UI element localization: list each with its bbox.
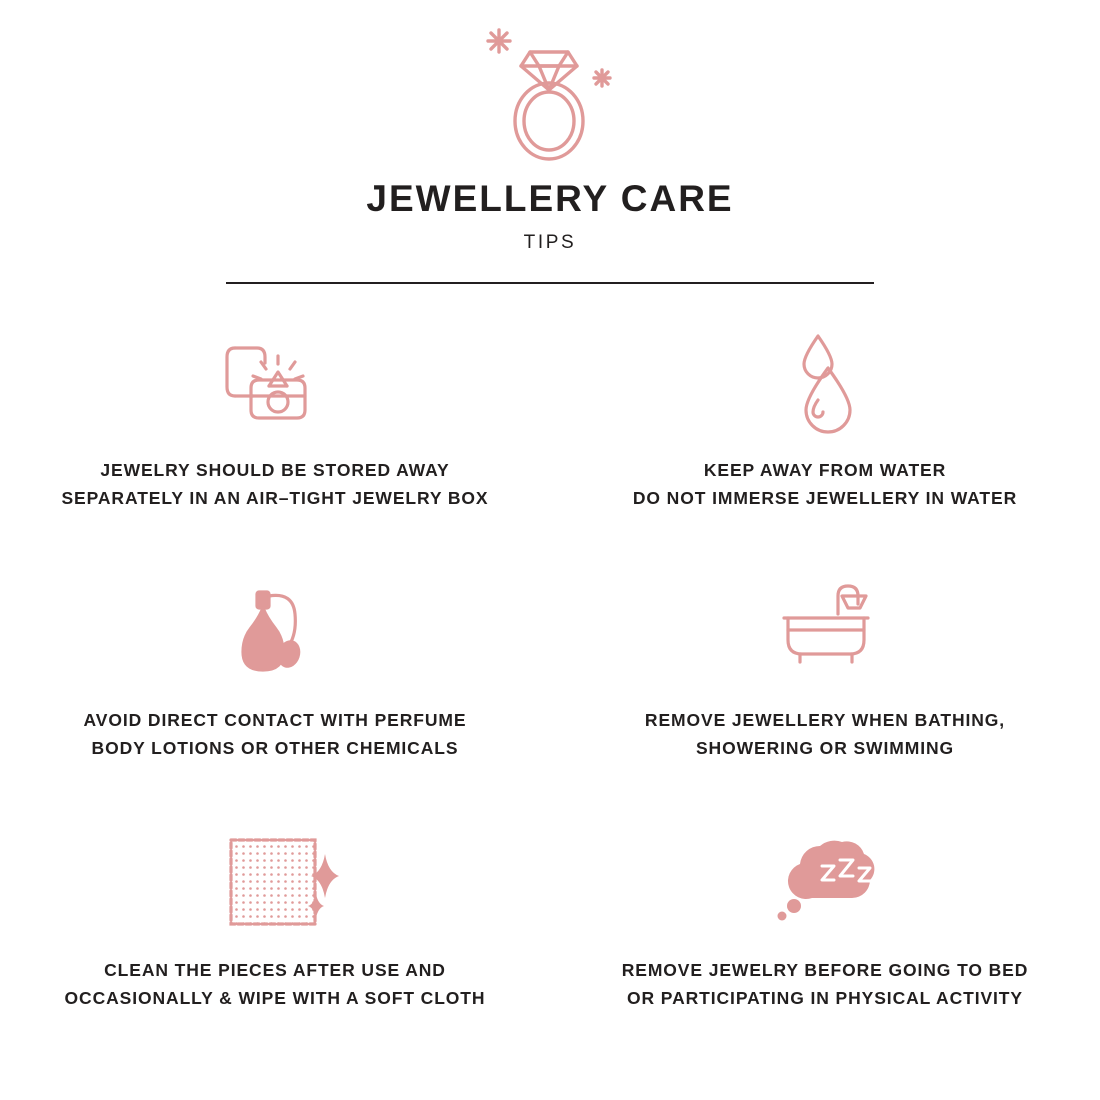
tip-item xyxy=(550,318,1100,568)
page-subtitle: TIPS xyxy=(523,232,577,253)
tip-text-line1: AVOID DIRECT CONTACT WITH PERFUME xyxy=(83,710,467,730)
tip-item xyxy=(550,818,1100,1068)
tip-text xyxy=(65,956,486,1013)
tip-text xyxy=(633,456,1017,513)
jewelry-box-icon xyxy=(215,324,335,434)
tip-text xyxy=(645,706,1005,763)
tip-text-line2: SEPARATELY IN AN AIR–TIGHT JEWELRY BOX xyxy=(61,488,489,509)
tip-text-line2: OR PARTICIPATING IN PHYSICAL ACTIVITY xyxy=(627,988,1023,1009)
tip-text xyxy=(61,456,488,513)
tip-item xyxy=(0,818,550,1068)
bathtub-shower-icon xyxy=(760,574,890,684)
sleep-cloud-zzz-icon xyxy=(760,824,890,934)
tip-text xyxy=(622,956,1029,1013)
tips-grid xyxy=(0,318,1100,1068)
tip-item xyxy=(550,568,1100,818)
tip-text-line1: REMOVE JEWELLERY WHEN BATHING, xyxy=(644,710,1006,730)
tip-text-line2: SHOWERING OR SWIMMING xyxy=(695,738,955,759)
tip-text-line1: JEWELRY SHOULD BE STORED AWAY xyxy=(100,460,450,480)
header-divider xyxy=(226,282,874,284)
water-drops-icon xyxy=(770,324,880,434)
tip-text-line1: KEEP AWAY FROM WATER xyxy=(703,460,947,480)
tip-item xyxy=(0,568,550,818)
tip-text-line2: DO NOT IMMERSE JEWELLERY IN WATER xyxy=(632,488,1018,509)
tip-text-line2: BODY LOTIONS OR OTHER CHEMICALS xyxy=(91,738,459,759)
page-title: JEWELLERY CARE xyxy=(366,178,734,219)
tip-text-line1: CLEAN THE PIECES AFTER USE AND xyxy=(104,960,446,980)
tip-text-line1: REMOVE JEWELRY BEFORE GOING TO BED xyxy=(621,960,1029,980)
header xyxy=(0,0,1100,284)
diamond-ring-icon xyxy=(465,18,635,168)
tip-item xyxy=(0,318,550,568)
perfume-bottle-icon xyxy=(215,574,335,684)
tip-text xyxy=(84,706,467,763)
tip-text-line2: OCCASIONALLY & WIPE WITH A SOFT CLOTH xyxy=(64,988,486,1009)
polishing-cloth-icon xyxy=(205,824,345,934)
